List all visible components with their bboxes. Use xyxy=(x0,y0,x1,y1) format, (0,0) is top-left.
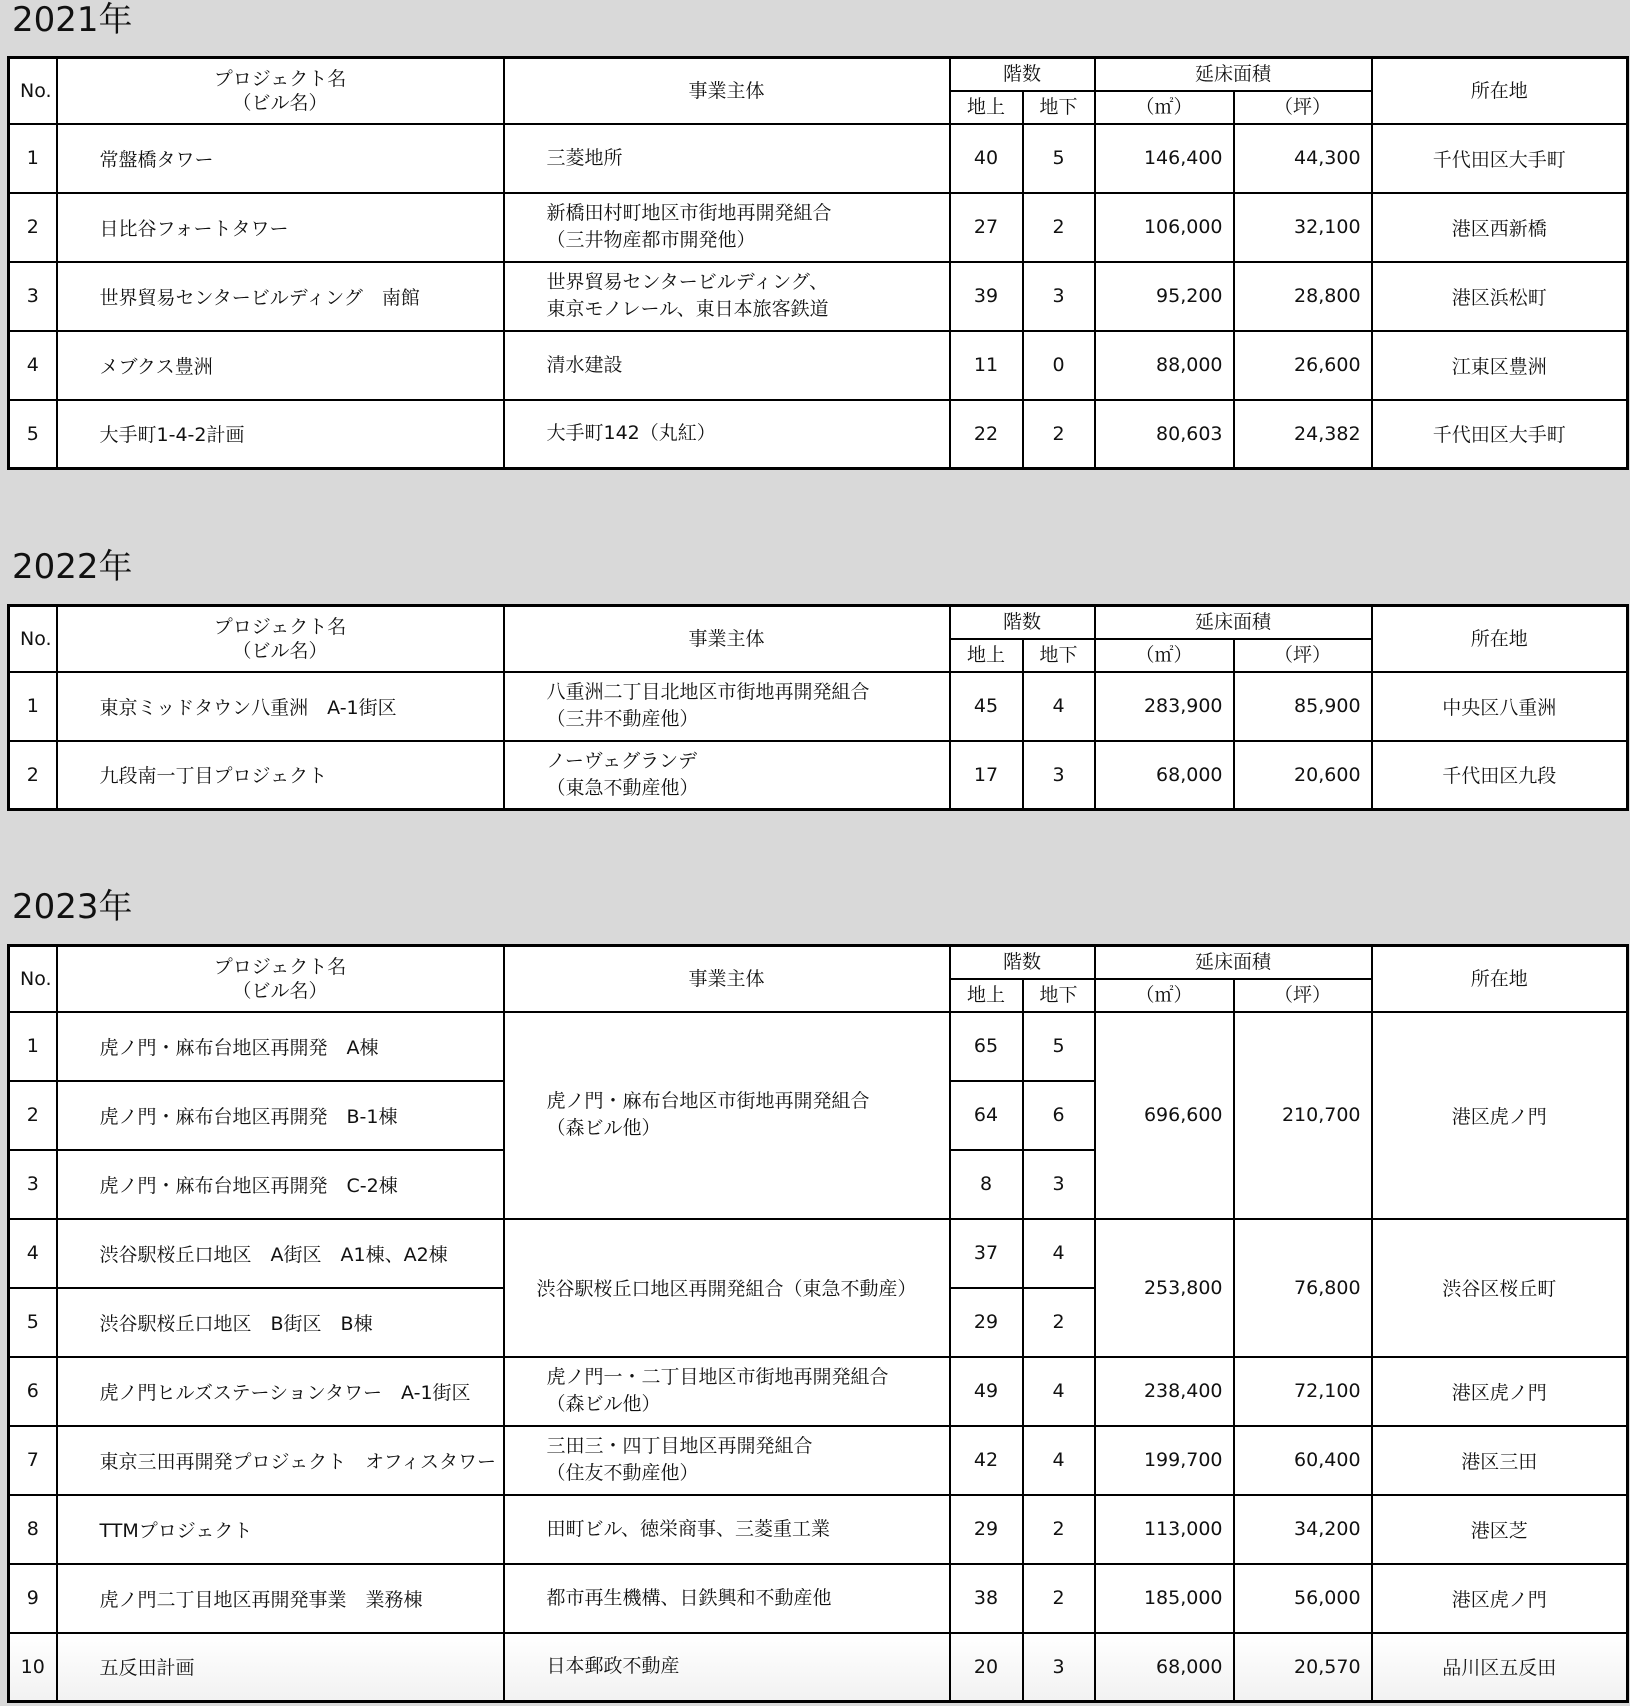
table-row xyxy=(9,1012,1628,1081)
cell-above: 27 xyxy=(950,193,1023,262)
cell-location: 中央区八重洲 xyxy=(1372,672,1628,741)
business-line: 都市再生機構、日鉄興和不動産他 xyxy=(546,1586,832,1609)
table-row xyxy=(9,1357,1628,1426)
table-row xyxy=(9,193,1628,262)
cell-sqm: 113,000 xyxy=(1095,1495,1234,1564)
cell-project-name: 九段南一丁目プロジェクト xyxy=(57,741,504,810)
business-line: 清水建設 xyxy=(546,353,623,376)
cell-sqm: 80,603 xyxy=(1095,400,1234,469)
business-line: （三井不動産他） xyxy=(546,708,699,730)
projects-table-2021 xyxy=(7,56,1629,470)
cell-business xyxy=(504,331,950,400)
cell-location: 港区西新橋 xyxy=(1372,193,1628,262)
cell-below: 2 xyxy=(1023,193,1095,262)
business-line: 八重洲二丁目北地区市街地再開発組合 xyxy=(546,681,870,703)
cell-sqm: 238,400 xyxy=(1095,1357,1234,1426)
header-project-name xyxy=(57,946,504,1012)
cell-no: 1 xyxy=(9,124,57,193)
header-building-label: （ビル名） xyxy=(232,979,328,1002)
cell-location: 港区三田 xyxy=(1372,1426,1628,1495)
cell-sqm: 199,700 xyxy=(1095,1426,1234,1495)
cell-no: 4 xyxy=(9,1219,57,1288)
table-row xyxy=(9,1219,1628,1288)
cell-business xyxy=(504,400,950,469)
header-location: 所在地 xyxy=(1372,606,1628,672)
cell-project-name: 虎ノ門二丁目地区再開発事業 業務棟 xyxy=(57,1564,504,1633)
header-business: 事業主体 xyxy=(504,58,950,124)
cell-business xyxy=(504,1012,950,1219)
cell-tsubo: 76,800 xyxy=(1234,1219,1372,1357)
cell-business xyxy=(504,1564,950,1633)
cell-business xyxy=(504,1495,950,1564)
cell-above: 65 xyxy=(950,1012,1023,1081)
cell-below: 4 xyxy=(1023,1219,1095,1288)
cell-location: 千代田区大手町 xyxy=(1372,124,1628,193)
table-row xyxy=(9,331,1628,400)
cell-project-name: 大手町1-4-2計画 xyxy=(57,400,504,469)
section-year-2023: 2023年 xyxy=(12,887,133,927)
cell-below: 3 xyxy=(1023,1150,1095,1219)
cell-below: 5 xyxy=(1023,124,1095,193)
cell-no: 2 xyxy=(9,193,57,262)
cell-above: 17 xyxy=(950,741,1023,810)
header-no: No. xyxy=(9,946,57,1012)
cell-project-name: 世界貿易センタービルディング 南館 xyxy=(57,262,504,331)
cell-project-name: 虎ノ門・麻布台地区再開発 A棟 xyxy=(57,1012,504,1081)
header-floors: 階数 xyxy=(950,946,1095,979)
cell-business xyxy=(504,1219,950,1357)
cell-project-name: 渋谷駅桜丘口地区 B街区 B棟 xyxy=(57,1288,504,1357)
cell-project-name: 常盤橋タワー xyxy=(57,124,504,193)
business-line: 虎ノ門一・二丁目地区市街地再開発組合 xyxy=(546,1366,889,1388)
cell-no: 9 xyxy=(9,1564,57,1633)
header-project-label: プロジェクト名 xyxy=(213,955,347,978)
cell-no: 5 xyxy=(9,400,57,469)
header-location: 所在地 xyxy=(1372,58,1628,124)
cell-above: 29 xyxy=(950,1495,1023,1564)
header-building-label: （ビル名） xyxy=(232,91,328,114)
header-no: No. xyxy=(9,606,57,672)
cell-above: 38 xyxy=(950,1564,1023,1633)
cell-business xyxy=(504,1633,950,1702)
cell-tsubo: 85,900 xyxy=(1234,672,1372,741)
cell-tsubo: 32,100 xyxy=(1234,193,1372,262)
cell-business xyxy=(504,672,950,741)
cell-no: 3 xyxy=(9,1150,57,1219)
cell-no: 5 xyxy=(9,1288,57,1357)
business-line: （住友不動産他） xyxy=(546,1462,699,1484)
cell-below: 3 xyxy=(1023,262,1095,331)
cell-below: 3 xyxy=(1023,1633,1095,1702)
table-row xyxy=(9,1564,1628,1633)
header-tsubo: （坪） xyxy=(1234,979,1372,1012)
business-line: ノーヴェグランデ xyxy=(546,749,698,772)
projects-table-2023 xyxy=(7,944,1629,1703)
cell-tsubo: 44,300 xyxy=(1234,124,1372,193)
cell-sqm: 106,000 xyxy=(1095,193,1234,262)
header-tsubo: （坪） xyxy=(1234,639,1372,672)
header-project-label: プロジェクト名 xyxy=(213,615,347,638)
header-floor-area: 延床面積 xyxy=(1095,58,1372,91)
cell-project-name: 虎ノ門ヒルズステーションタワー A-1街区 xyxy=(57,1357,504,1426)
cell-business xyxy=(504,741,950,810)
header-floor-area: 延床面積 xyxy=(1095,606,1372,639)
cell-sqm: 95,200 xyxy=(1095,262,1234,331)
cell-business xyxy=(504,124,950,193)
cell-no: 2 xyxy=(9,1081,57,1150)
cell-above: 49 xyxy=(950,1357,1023,1426)
cell-below: 2 xyxy=(1023,400,1095,469)
business-line: （三井物産都市開発他） xyxy=(546,229,756,251)
table-header-row xyxy=(9,946,1628,979)
header-project-name xyxy=(57,58,504,124)
cell-project-name: 日比谷フォートタワー xyxy=(57,193,504,262)
header-below-ground: 地下 xyxy=(1023,979,1095,1012)
table-row xyxy=(9,124,1628,193)
cell-tsubo: 26,600 xyxy=(1234,331,1372,400)
cell-sqm: 88,000 xyxy=(1095,331,1234,400)
cell-business xyxy=(504,1426,950,1495)
table-row xyxy=(9,672,1628,741)
cell-project-name: 渋谷駅桜丘口地区 A街区 A1棟、A2棟 xyxy=(57,1219,504,1288)
cell-below: 4 xyxy=(1023,672,1095,741)
cell-sqm: 253,800 xyxy=(1095,1219,1234,1357)
cell-above: 39 xyxy=(950,262,1023,331)
header-tsubo: （坪） xyxy=(1234,91,1372,124)
business-line: 三菱地所 xyxy=(546,146,623,169)
header-sqm: （㎡） xyxy=(1095,639,1234,672)
header-floor-area: 延床面積 xyxy=(1095,946,1372,979)
header-business: 事業主体 xyxy=(504,946,950,1012)
cell-below: 2 xyxy=(1023,1564,1095,1633)
business-line: 新橋田村町地区市街地再開発組合 xyxy=(546,202,832,224)
cell-sqm: 68,000 xyxy=(1095,741,1234,810)
cell-project-name: メブクス豊洲 xyxy=(57,331,504,400)
cell-no: 4 xyxy=(9,331,57,400)
cell-sqm: 696,600 xyxy=(1095,1012,1234,1219)
cell-no: 1 xyxy=(9,1012,57,1081)
cell-tsubo: 20,570 xyxy=(1234,1633,1372,1702)
cell-business xyxy=(504,262,950,331)
cell-project-name: 東京ミッドタウン八重洲 A-1街区 xyxy=(57,672,504,741)
cell-location: 品川区五反田 xyxy=(1372,1633,1628,1702)
cell-location: 渋谷区桜丘町 xyxy=(1372,1219,1628,1357)
table-header-row xyxy=(9,58,1628,91)
header-floors: 階数 xyxy=(950,606,1095,639)
business-line: 東京モノレール、東日本旅客鉄道 xyxy=(546,298,829,320)
business-line: 渋谷駅桜丘口地区再開発組合（東急不動産） xyxy=(536,1278,917,1300)
cell-project-name: 五反田計画 xyxy=(57,1633,504,1702)
cell-no: 2 xyxy=(9,741,57,810)
header-project-name xyxy=(57,606,504,672)
header-below-ground: 地下 xyxy=(1023,639,1095,672)
cell-above: 42 xyxy=(950,1426,1023,1495)
cell-project-name: 東京三田再開発プロジェクト オフィスタワー xyxy=(57,1426,504,1495)
header-above-ground: 地上 xyxy=(950,639,1023,672)
business-line: 田町ビル、徳栄商事、三菱重工業 xyxy=(546,1517,830,1540)
cell-project-name: 虎ノ門・麻布台地区再開発 B-1棟 xyxy=(57,1081,504,1150)
table-row xyxy=(9,262,1628,331)
header-floors: 階数 xyxy=(950,58,1095,91)
business-line: 三田三・四丁目地区再開発組合 xyxy=(546,1435,813,1457)
cell-location: 千代田区九段 xyxy=(1372,741,1628,810)
cell-location: 江東区豊洲 xyxy=(1372,331,1628,400)
cell-above: 20 xyxy=(950,1633,1023,1702)
header-project-label: プロジェクト名 xyxy=(213,67,347,90)
business-line: 日本郵政不動産 xyxy=(546,1655,680,1678)
cell-project-name: TTMプロジェクト xyxy=(57,1495,504,1564)
cell-below: 6 xyxy=(1023,1081,1095,1150)
cell-below: 4 xyxy=(1023,1357,1095,1426)
cell-below: 5 xyxy=(1023,1012,1095,1081)
cell-above: 29 xyxy=(950,1288,1023,1357)
cell-location: 港区浜松町 xyxy=(1372,262,1628,331)
cell-above: 45 xyxy=(950,672,1023,741)
cell-no: 3 xyxy=(9,262,57,331)
business-line: 虎ノ門・麻布台地区市街地再開発組合 xyxy=(546,1090,870,1112)
cell-location: 港区虎ノ門 xyxy=(1372,1357,1628,1426)
header-sqm: （㎡） xyxy=(1095,91,1234,124)
cell-no: 1 xyxy=(9,672,57,741)
header-business: 事業主体 xyxy=(504,606,950,672)
table-row xyxy=(9,1495,1628,1564)
cell-below: 0 xyxy=(1023,331,1095,400)
table-header-row xyxy=(9,606,1628,639)
table-row xyxy=(9,1426,1628,1495)
business-line: （東急不動産他） xyxy=(546,776,699,799)
header-no: No. xyxy=(9,58,57,124)
cell-no: 6 xyxy=(9,1357,57,1426)
table-row xyxy=(9,400,1628,469)
business-line: 大手町142（丸紅） xyxy=(546,422,716,445)
cell-tsubo: 24,382 xyxy=(1234,400,1372,469)
cell-tsubo: 60,400 xyxy=(1234,1426,1372,1495)
cell-location: 港区虎ノ門 xyxy=(1372,1012,1628,1219)
table-row xyxy=(9,1633,1628,1702)
business-line: （森ビル他） xyxy=(546,1393,661,1415)
cell-tsubo: 72,100 xyxy=(1234,1357,1372,1426)
section-year-2021: 2021年 xyxy=(12,0,133,40)
cell-project-name: 虎ノ門・麻布台地区再開発 C-2棟 xyxy=(57,1150,504,1219)
cell-above: 64 xyxy=(950,1081,1023,1150)
cell-location: 千代田区大手町 xyxy=(1372,400,1628,469)
header-above-ground: 地上 xyxy=(950,91,1023,124)
cell-no: 7 xyxy=(9,1426,57,1495)
cell-business xyxy=(504,193,950,262)
cell-tsubo: 56,000 xyxy=(1234,1564,1372,1633)
cell-below: 2 xyxy=(1023,1288,1095,1357)
header-sqm: （㎡） xyxy=(1095,979,1234,1012)
header-location: 所在地 xyxy=(1372,946,1628,1012)
cell-location: 港区虎ノ門 xyxy=(1372,1564,1628,1633)
cell-tsubo: 28,800 xyxy=(1234,262,1372,331)
cell-below: 4 xyxy=(1023,1426,1095,1495)
cell-business xyxy=(504,1357,950,1426)
cell-sqm: 68,000 xyxy=(1095,1633,1234,1702)
cell-above: 8 xyxy=(950,1150,1023,1219)
header-building-label: （ビル名） xyxy=(232,639,328,662)
header-below-ground: 地下 xyxy=(1023,91,1095,124)
cell-location: 港区芝 xyxy=(1372,1495,1628,1564)
business-line: （森ビル他） xyxy=(546,1117,661,1139)
cell-no: 10 xyxy=(9,1633,57,1702)
cell-above: 11 xyxy=(950,331,1023,400)
cell-above: 22 xyxy=(950,400,1023,469)
cell-below: 3 xyxy=(1023,741,1095,810)
cell-above: 40 xyxy=(950,124,1023,193)
header-above-ground: 地上 xyxy=(950,979,1023,1012)
table-row xyxy=(9,741,1628,810)
cell-tsubo: 34,200 xyxy=(1234,1495,1372,1564)
cell-tsubo: 20,600 xyxy=(1234,741,1372,810)
business-line: 世界貿易センタービルディング、 xyxy=(546,271,829,293)
cell-tsubo: 210,700 xyxy=(1234,1012,1372,1219)
cell-above: 37 xyxy=(950,1219,1023,1288)
cell-sqm: 283,900 xyxy=(1095,672,1234,741)
cell-no: 8 xyxy=(9,1495,57,1564)
cell-sqm: 146,400 xyxy=(1095,124,1234,193)
projects-table-2022 xyxy=(7,604,1629,811)
cell-sqm: 185,000 xyxy=(1095,1564,1234,1633)
cell-below: 2 xyxy=(1023,1495,1095,1564)
section-year-2022: 2022年 xyxy=(12,547,133,587)
